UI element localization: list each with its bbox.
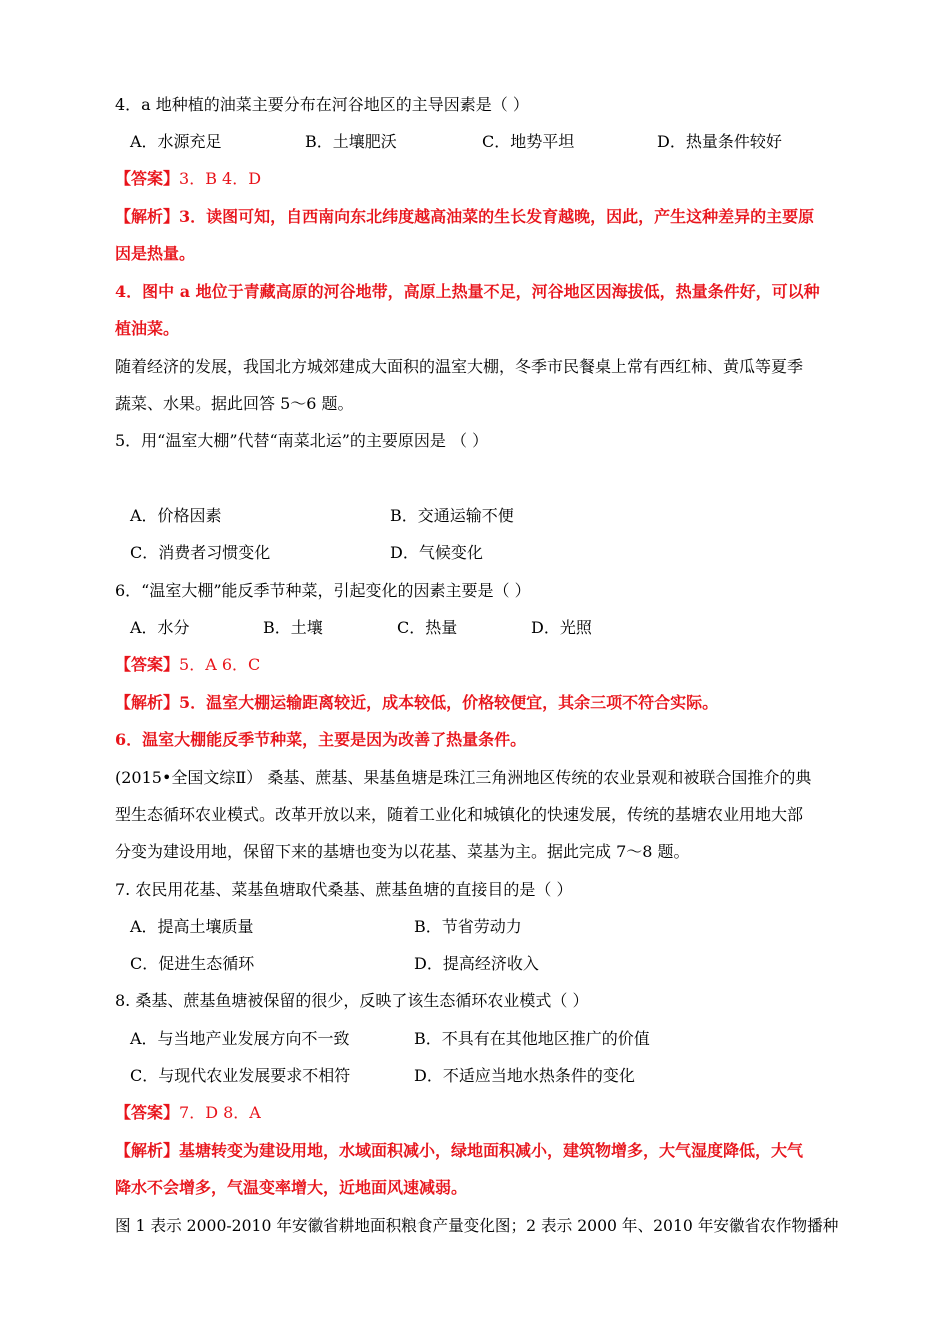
q7-option-b: B．节省劳动力 (414, 917, 522, 936)
answer-text: 3．B 4．D (179, 169, 262, 188)
answer-3-4 (115, 168, 261, 190)
q7-option-a: A．提高土壤质量 (130, 917, 254, 936)
answer-tag: 【答案】 (115, 655, 180, 674)
q4-option-d: D．热量条件较好 (657, 132, 782, 151)
intro-5-6-line2: 蔬菜、水果。据此回答 5～6 题。 (115, 394, 354, 413)
q7-option-c: C．促进生态循环 (130, 954, 255, 973)
intro-7-8-line2: 型生态循环农业模式。改革开放以来，随着工业化和城镇化的快速发展，传统的基塘农业用地大部 (115, 805, 804, 824)
q8-stem: 8. 桑基、蔗基鱼塘被保留的很少，反映了该生态循环农业模式（ ） (115, 991, 589, 1010)
q5-option-c: C．消费者习惯变化 (130, 543, 271, 562)
q8-option-a: A．与当地产业发展方向不一致 (130, 1029, 350, 1048)
q5-option-b: B．交通运输不便 (390, 506, 514, 525)
answer-tag: 【答案】 (115, 1103, 180, 1122)
q4-option-c: C．地势平坦 (482, 132, 575, 151)
explanation-text: 5．温室大棚运输距离较近，成本较低，价格较便宜，其余三项不符合实际。 (179, 693, 719, 712)
explanation-7-8-line2: 降水不会增多，气温变率增大，近地面风速减弱。 (115, 1178, 468, 1197)
explanation-tag: 【解析】 (115, 693, 180, 712)
explanation-5-6-line1 (115, 692, 718, 714)
q5-stem: 5．用“温室大棚”代替“南菜北运”的主要原因是 （ ） (115, 431, 489, 450)
q6-option-b: B．土壤 (263, 618, 323, 637)
explanation-text: 3．读图可知，自西南向东北纬度越高油菜的生长发育越晚，因此，产生这种差异的主要原 (179, 207, 815, 226)
intro-7-8-line3: 分变为建设用地，保留下来的基塘也变为以花基、菜基为主。据此完成 7～8 题。 (115, 842, 690, 861)
explanation-7-8-line1 (115, 1140, 803, 1162)
q8-option-c: C．与现代农业发展要求不相符 (130, 1066, 351, 1085)
q7-stem: 7. 农民用花基、菜基鱼塘取代桑基、蔗基鱼塘的直接目的是（ ） (115, 880, 573, 899)
answer-text: 7．D 8．A (179, 1103, 261, 1122)
intro-7-8-line1: (2015•全国文综Ⅱ） 桑基、蔗基、果基鱼塘是珠江三角洲地区传统的农业景观和被联合国推介的典 (115, 768, 812, 787)
q4-stem: 4．a 地种植的油菜主要分布在河谷地区的主导因素是（ ） (115, 95, 529, 114)
answer-5-6 (115, 654, 260, 676)
q6-option-c: C．热量 (397, 618, 458, 637)
explanation-5-6-line2: 6．温室大棚能反季节种菜，主要是因为改善了热量条件。 (115, 730, 527, 749)
figure-intro-line1: 图 1 表示 2000-2010 年安徽省耕地面积粮食产量变化图；2 表示 2000 年、2010 年安徽省农作物播种 (115, 1216, 839, 1235)
explanation-3-4-line2: 因是热量。 (115, 244, 196, 263)
q5-option-d: D．气候变化 (390, 543, 483, 562)
answer-tag: 【答案】 (115, 169, 180, 188)
explanation-3-4-line4: 植油菜。 (115, 319, 180, 338)
q6-stem: 6．“温室大棚”能反季节种菜，引起变化的因素主要是（ ） (115, 581, 531, 600)
explanation-3-4-line1 (115, 206, 814, 228)
q6-option-a: A．水分 (130, 618, 190, 637)
explanation-tag: 【解析】 (115, 207, 180, 226)
q5-option-a: A．价格因素 (130, 506, 222, 525)
explanation-3-4-line3: 4．图中 a 地位于青藏高原的河谷地带，高原上热量不足，河谷地区因海拔低，热量条件好，可以种 (115, 282, 820, 301)
q4-option-a: A．水源充足 (130, 132, 222, 151)
q7-option-d: D．提高经济收入 (414, 954, 539, 973)
explanation-tag: 【解析】 (115, 1141, 180, 1160)
answer-text: 5．A 6．C (179, 655, 261, 674)
q4-option-b: B．土壤肥沃 (305, 132, 397, 151)
q6-option-d: D．光照 (531, 618, 592, 637)
q8-option-b: B．不具有在其他地区推广的价值 (414, 1029, 650, 1048)
explanation-text: 基塘转变为建设用地，水域面积减小，绿地面积减小，建筑物增多，大气湿度降低，大气 (179, 1141, 804, 1160)
q8-option-d: D．不适应当地水热条件的变化 (414, 1066, 635, 1085)
answer-7-8 (115, 1102, 261, 1124)
intro-5-6-line1: 随着经济的发展，我国北方城郊建成大面积的温室大棚，冬季市民餐桌上常有西红柿、黄瓜等夏季 (115, 357, 804, 376)
